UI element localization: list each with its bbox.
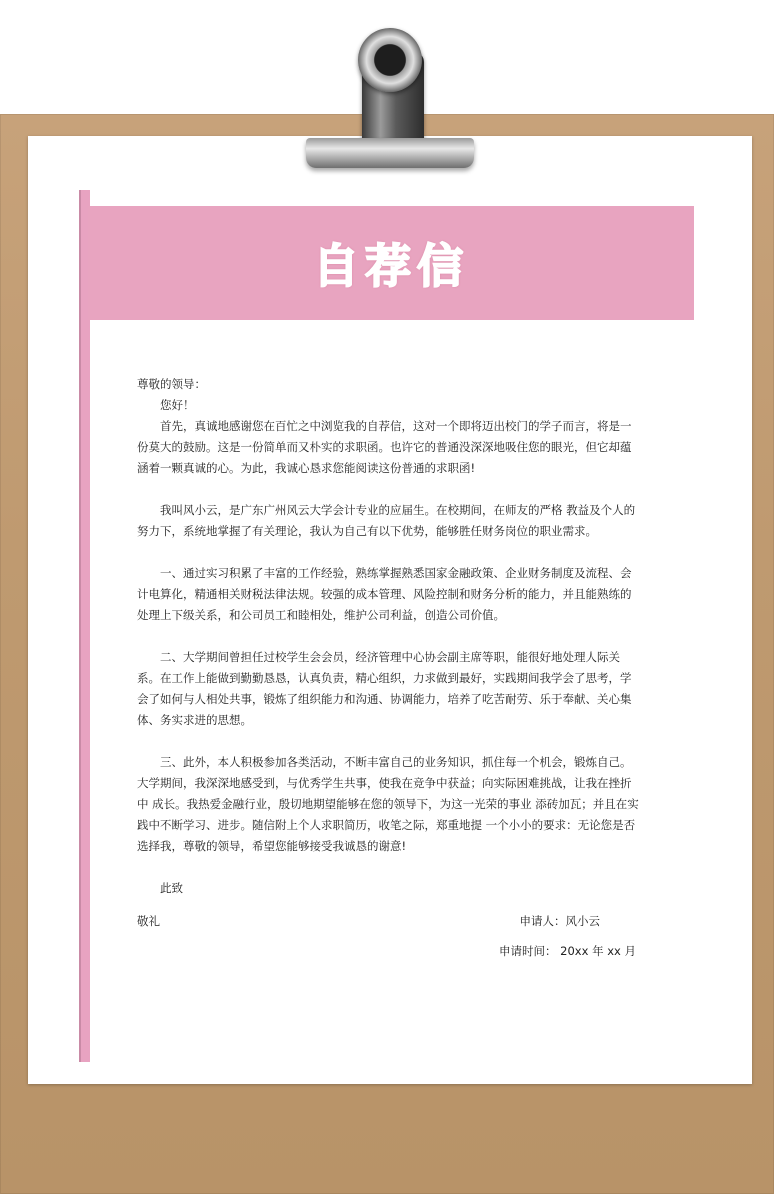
applicant-name: 申请人：风小云	[519, 914, 600, 928]
regards: 敬礼	[137, 914, 160, 928]
decorative-side-bar	[79, 190, 90, 1062]
clip-base	[306, 138, 474, 168]
closing: 此致	[160, 881, 183, 895]
application-date: 申请时间： 20xx 年 xx 月	[499, 944, 636, 958]
clip-ring-icon	[358, 28, 422, 92]
salutation: 尊敬的领导：	[137, 377, 206, 391]
paragraph-self-introduction: 我叫风小云，是广东广州风云大学会计专业的应届生。在校期间，在师友的严格 教益及个人的努力下，系统地掌握了有关理论，我认为自己有以下优势，能够胜任财务岗位的职业需求。	[137, 503, 636, 538]
paragraph-intro: 首先，真诚地感谢您在百忙之中浏览我的自荐信，这对一个即将迈出校门的学子而言，将是一份莫大的鼓励。这是一份简单而又朴实的求职函。也许它的普通没深深地吸住您的眼光，但它却蕴涵着一颗真诚的心。为此，我诚心恳求您能阅读这份普通的求职函!	[137, 419, 632, 475]
paragraph-advantage-1: 一、通过实习积累了丰富的工作经验，熟练掌握熟悉国家金融政策、企业财务制度及流程、会计电算化，精通相关财税法律法规。较强的成本管理、风险控制和财务分析的能力，并且能熟练的处理上下级关系，和公司员工和睦相处，维护公司利益，创造公司价值。	[137, 566, 632, 622]
paragraph-advantage-2: 二、大学期间曾担任过校学生会会员，经济管理中心协会副主席等职，能很好地处理人际关系。在工作上能做到勤勤恳恳，认真负责，精心组织，力求做到最好，实践期间我学会了思考，学会了如何与人相处共事，锻炼了组织能力和沟通、协调能力，培养了吃苦耐劳、乐于奉献、关心集体、务实求进的思想。	[137, 650, 632, 727]
greeting: 您好！	[160, 398, 195, 412]
signature-row	[137, 911, 640, 932]
title-banner	[88, 206, 694, 320]
letter-body	[137, 374, 640, 962]
letter-title: 自荐信	[313, 239, 469, 293]
paragraph-advantage-3: 三、此外，本人积极参加各类活动，不断丰富自己的业务知识，抓住每一个机会，锻炼自己。大学期间，我深深地感受到，与优秀学生共事，使我在竞争中获益；向实际困难挑战，让我在挫折中 成长。我热爱金融行业，殷切地期望能够在您的领导下，为这一光荣的事业 添砖加瓦；并且在实践中不断学习、进步。随信附上个人求职简历，收笔之际，郑重地提 一个小小的要求：无论您是否选择我，尊敬的领导，希望您能够接受我诚恳的谢意!	[137, 755, 639, 853]
